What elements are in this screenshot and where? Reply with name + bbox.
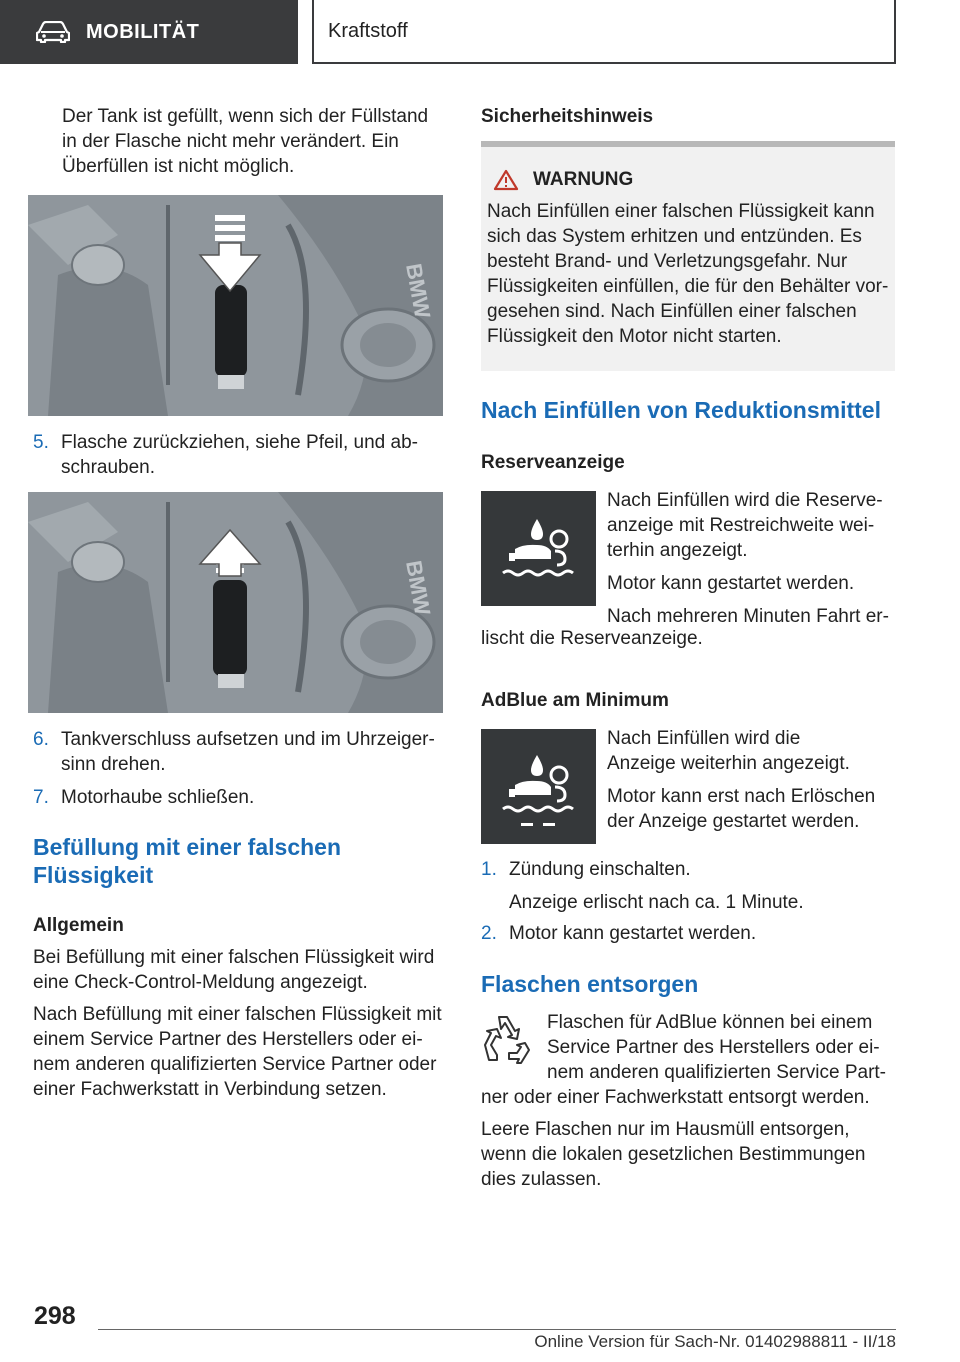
footer-divider [98,1329,896,1330]
minimum-description: Nach Einfüllen wird die Anzeige weiterhin angezeigt. Motor kann erst nach Erlöschen der Anzeige gestartet werden. [607,728,876,832]
reserve-description-continued: lischt die Reserveanzeige. [481,628,703,649]
recycling-icon [481,1013,531,1065]
minimum-indicator-icon [481,729,596,844]
step-2: 2. Motor kann gestartet werden. [481,923,757,944]
bmw-logo-text: BMW [401,261,436,321]
warning-box: WARNUNG Nach Einfüllen einer falschen Flüssigkeit kann sich das System erhitzen und entzünden. Es besteht Brand- und Verletzungsgefahr. Nur Flüssigkeiten einfüllen, die für den Behälter vor- gesehen sind. Nach Einfüllen einer falschen Flüssigkeit den Motor nicht starten. [481,141,895,371]
paragraph-general-1: Bei Befüllung mit einer falschen Flüssigkeit wird eine Check-Control-Meldung angezeigt. [33,947,435,993]
reserve-indicator-icon [481,491,596,606]
warning-triangle-icon [493,169,519,191]
dispose-description-continued: ner oder einer Fachwerkstatt entsorgt werden. [481,1087,870,1108]
intro-paragraph: Der Tank ist gefüllt, wenn sich der Füllstand in der Flasche nicht mehr verändert. Ein Überfüllen ist nicht möglich. [62,106,429,177]
engine-bay-illustration [28,195,443,416]
step-5: 5. Flasche zurückziehen, siehe Pfeil, und ab- schrauben. [33,432,418,478]
dispose-paragraph-2: Leere Flaschen nur im Hausmüll entsorgen, wenn die lokalen gesetzlichen Bestimmungen dies zulassen. [481,1119,866,1190]
step-7: 7. Motorhaube schließen. [33,787,255,808]
chapter-header [312,0,896,64]
section-title: MOBILITÄT [86,20,200,43]
heading-wrong-fluid: Befüllung mit einer falschen Flüssigkeit [33,834,341,888]
subheading-reserve: Reserveanzeige [481,452,625,473]
heading-dispose-bottles: Flaschen entsorgen [481,971,699,997]
page-number: 298 [34,1302,76,1330]
footer-version-text: Online Version für Sach-Nr. 01402988811 - II/18 [534,1332,896,1351]
subheading-minimum: AdBlue am Minimum [481,690,669,711]
dispose-description: Flaschen für AdBlue können bei einem Service Partner des Herstellers oder ei- nem anderen qualifizierten Service Part- [547,1012,887,1083]
heading-after-refill: Nach Einfüllen von Reduktionsmittel [481,397,881,423]
chapter-title: Kraftstoff [328,19,408,42]
bmw-logo-text-2: BMW [401,558,436,618]
engine-photo-insert-bottle [28,195,443,416]
reserve-description: Nach Einfüllen wird die Reserve- anzeige mit Restreichweite wei- terhin angezeigt. Motor kann gestartet werden. Nach mehreren Minuten Fahrt er- [607,490,889,627]
car-icon [36,21,70,43]
engine-photo-remove-bottle [28,492,443,713]
safety-notice-title: Sicherheitshinweis [481,106,654,127]
step-1: 1. Zündung einschalten. Anzeige erlischt nach ca. 1 Minute. [481,859,804,913]
subheading-general: Allgemein [33,915,124,936]
warning-title: WARNUNG [533,169,634,190]
engine-bay-illustration-2 [28,492,443,713]
step-6: 6. Tankverschluss aufsetzen und im Uhrzeiger- sinn drehen. [33,729,435,775]
paragraph-general-2: Nach Befüllung mit einer falschen Flüssigkeit mit einem Service Partner des Herstellers oder ei- nem anderen qualifizierten Service Partner oder einer Fachwerkstatt in Verbindung setzen. [33,1004,442,1100]
section-tab[interactable] [0,0,298,64]
